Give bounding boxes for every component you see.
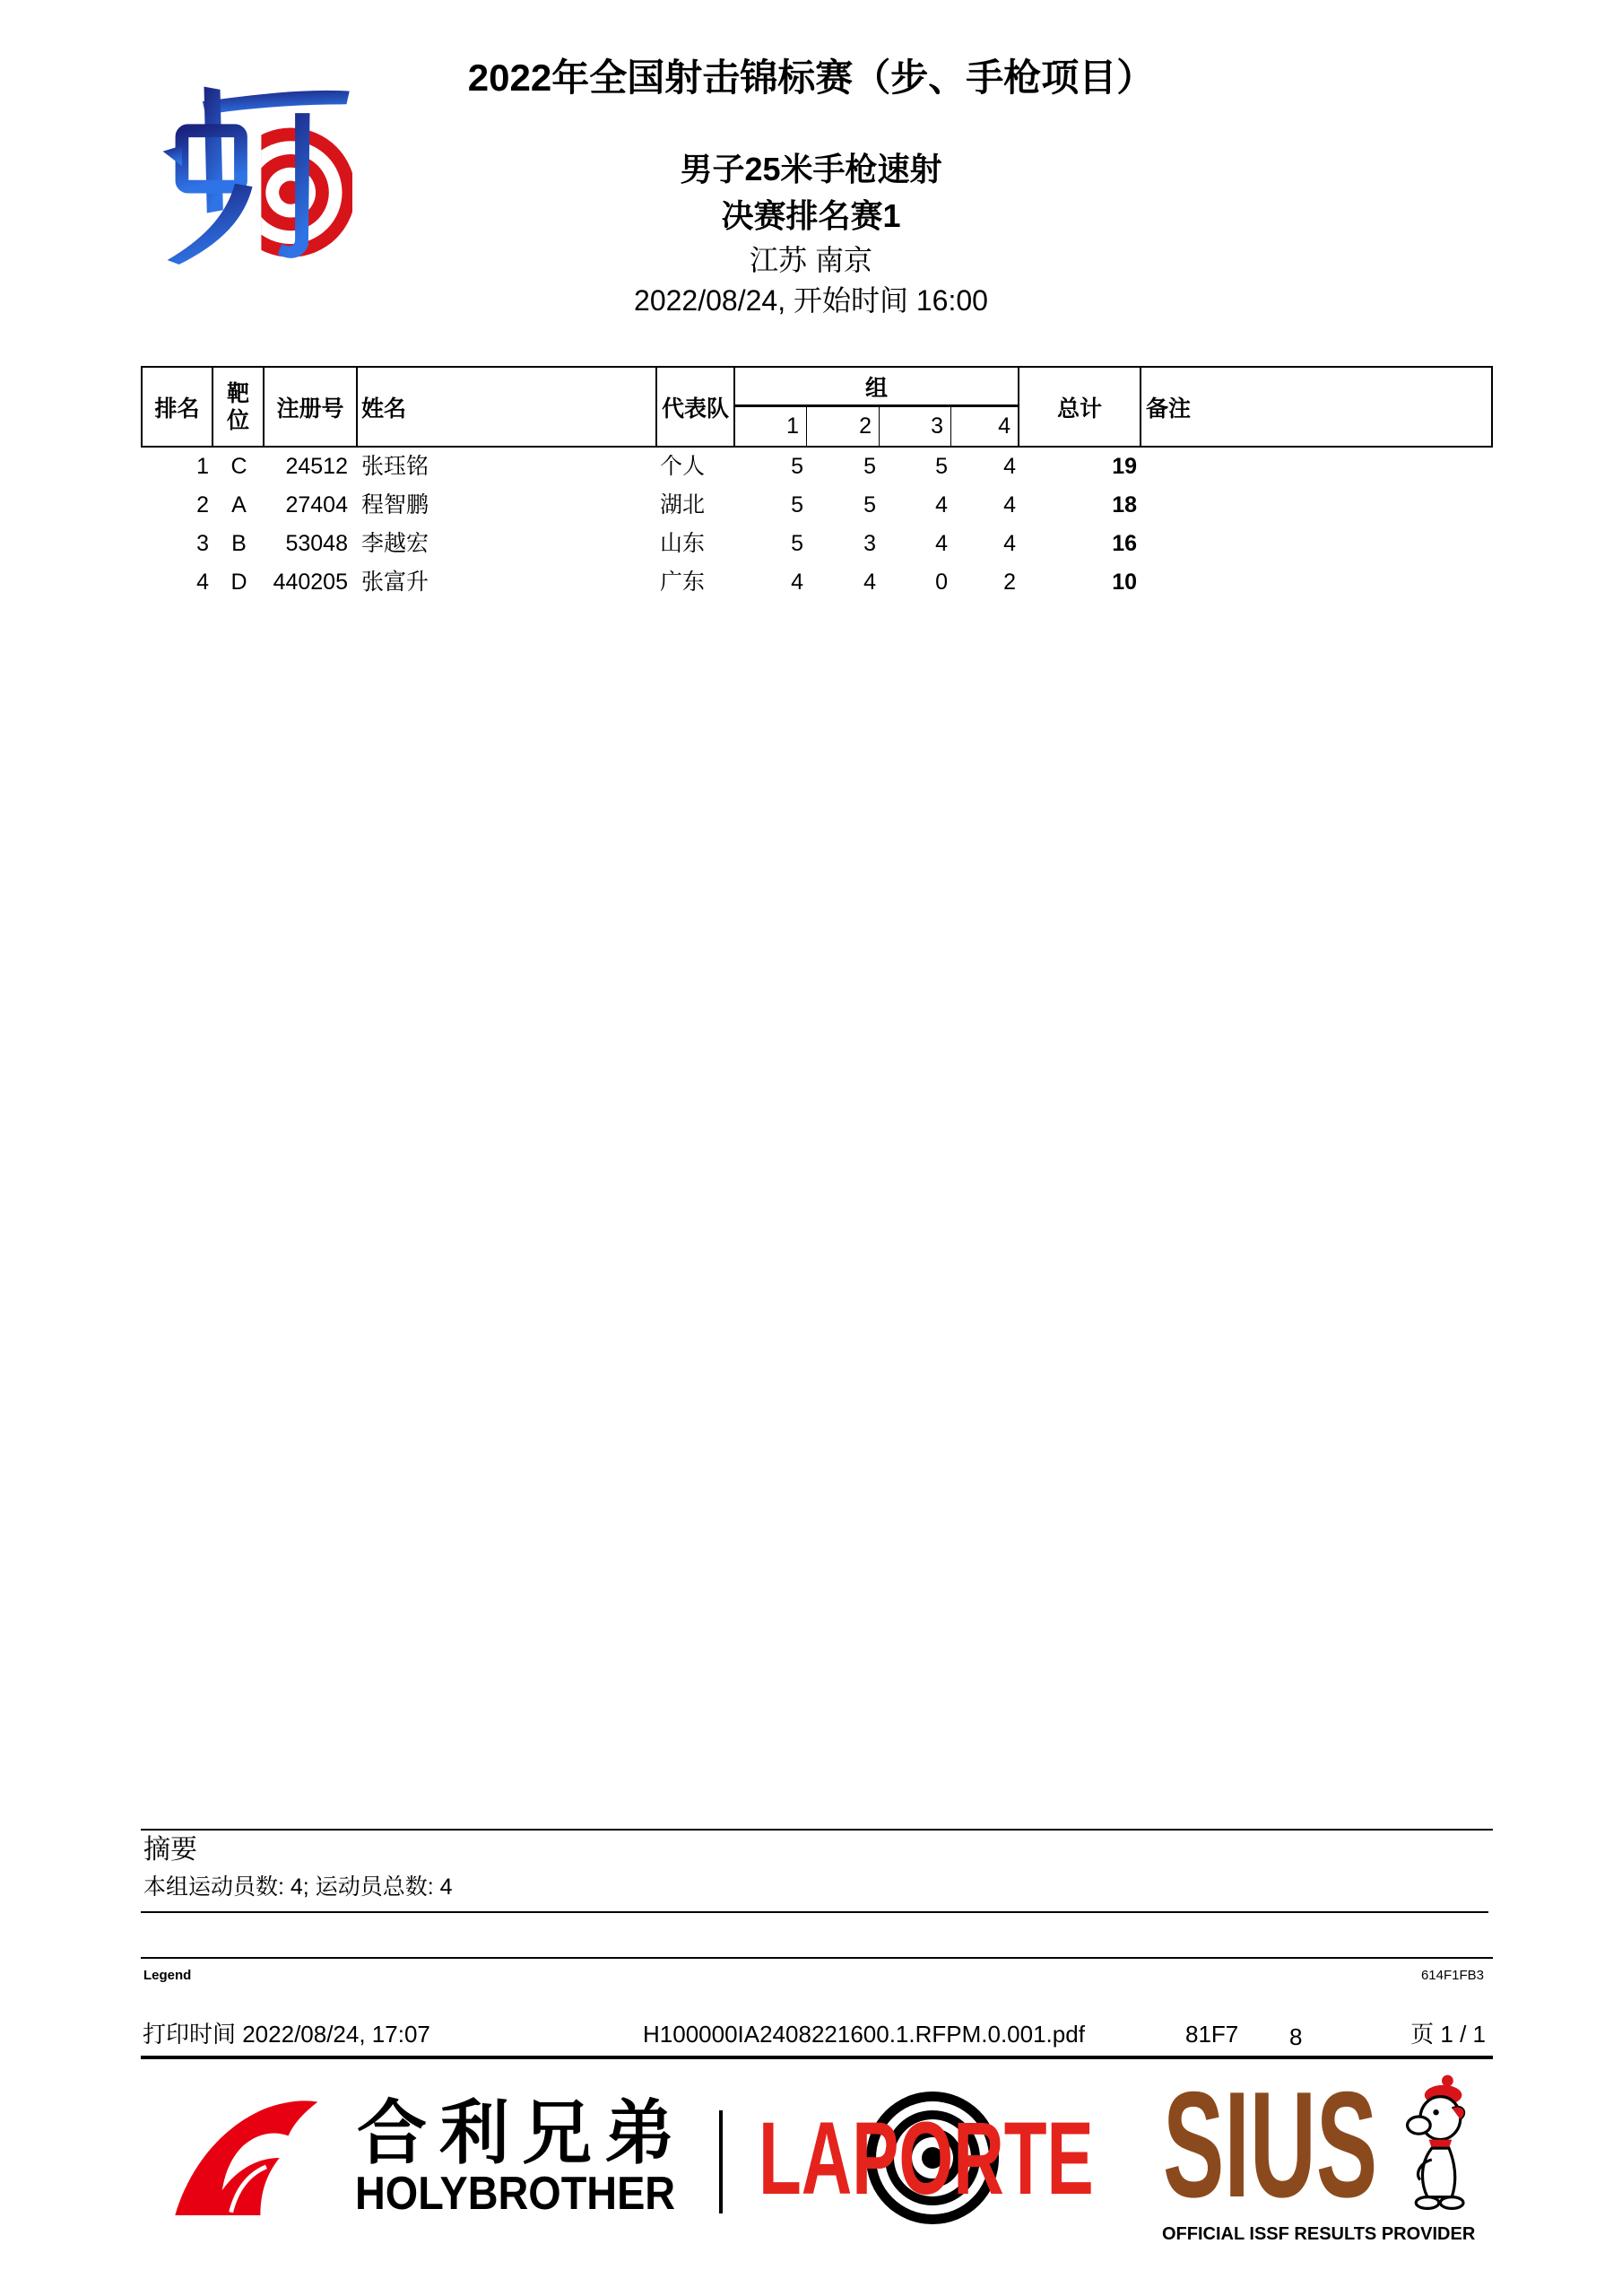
- cell-reg-no: 53048: [285, 531, 348, 556]
- cell-series-1: 4: [791, 570, 803, 595]
- col-header-series-group: 组: [735, 368, 1019, 407]
- cell-target: D: [230, 570, 247, 595]
- col-header-remarks: 备注: [1146, 396, 1192, 422]
- event-datetime: 2022/08/24, 开始时间 16:00: [634, 284, 988, 317]
- holybrother-swoosh-icon: [172, 2097, 319, 2219]
- col-header-team: 代表队: [657, 368, 735, 446]
- cell-target: B: [231, 531, 247, 556]
- cell-rank: 4: [196, 570, 209, 595]
- col-header-reg-no: 注册号: [265, 368, 358, 446]
- footer-number: 8: [1289, 2023, 1303, 2050]
- holybrother-logo-cn: 合利兄弟: [357, 2093, 688, 2172]
- col-header-series-1: 1: [735, 407, 807, 446]
- summary-top-divider: [141, 1829, 1493, 1831]
- col-header-target-line1: 靶: [226, 380, 249, 406]
- cell-series-1: 5: [791, 531, 803, 556]
- cell-rank: 1: [196, 454, 209, 479]
- footer-code: 81F7: [1185, 2021, 1239, 2048]
- col-header-target: [213, 368, 265, 446]
- cell-series-1: 5: [791, 454, 803, 479]
- cell-series-2: 3: [863, 531, 876, 556]
- summary-bottom-divider: [141, 1911, 1488, 1913]
- cell-rank: 3: [196, 531, 209, 556]
- summary-text: 本组运动员数: 4; 运动员总数: 4: [143, 1874, 453, 1900]
- table-row: [141, 486, 1493, 525]
- col-header-series-2: 2: [807, 407, 880, 446]
- event-name: 男子25米手枪速射: [680, 151, 942, 187]
- sius-mascot-icon: [1388, 2074, 1481, 2217]
- cell-reg-no: 27404: [285, 492, 348, 517]
- cell-series-2: 5: [863, 454, 876, 479]
- cell-series-2: 5: [863, 492, 876, 517]
- cell-remarks: [1141, 525, 1493, 563]
- holybrother-logo-en: HOLYBROTHER: [355, 2168, 676, 2220]
- cell-reg-no: 24512: [285, 454, 348, 479]
- cell-reg-no: 440205: [273, 570, 348, 595]
- cell-series-4: 4: [1003, 531, 1016, 556]
- legend-divider: [141, 1957, 1493, 1959]
- col-header-total: 总计: [1019, 368, 1141, 446]
- cell-series-3: 4: [935, 492, 948, 517]
- results-table-header: [141, 366, 1493, 448]
- table-row: [141, 448, 1493, 486]
- print-time: 打印时间 2022/08/24, 17:07: [143, 2021, 430, 2048]
- legend-code: 614F1FB3: [1420, 1968, 1484, 1983]
- col-header-rank: 排名: [143, 368, 213, 446]
- sponsor-divider: [719, 2110, 723, 2213]
- cell-total: 19: [1112, 454, 1137, 479]
- cell-series-3: 5: [935, 454, 948, 479]
- cell-team: 湖北: [660, 492, 706, 517]
- file-name: H100000IA2408221600.1.RFPM.0.001.pdf: [643, 2021, 1085, 2048]
- col-header-target-line2: 位: [226, 407, 249, 433]
- cell-name: 李越宏: [361, 531, 429, 556]
- legend-label: Legend: [143, 1968, 192, 1983]
- cell-team: 山东: [660, 531, 706, 556]
- cell-team: 广东: [660, 570, 706, 595]
- table-row: [141, 563, 1493, 602]
- col-header-series-3: 3: [880, 407, 951, 446]
- cell-total: 18: [1112, 492, 1137, 517]
- table-row: [141, 525, 1493, 563]
- cell-name: 张珏铭: [361, 454, 429, 479]
- sius-logo: SIUS: [1163, 2060, 1378, 2229]
- cell-name: 程智鹏: [361, 492, 429, 517]
- summary-title: 摘要: [143, 1835, 197, 1865]
- cell-series-3: 0: [935, 570, 948, 595]
- cell-total: 10: [1112, 570, 1137, 595]
- page-number: 页 1 / 1: [1410, 2021, 1486, 2048]
- laporte-logo: LAPORTE: [759, 2101, 1094, 2216]
- cell-series-1: 5: [791, 492, 803, 517]
- col-header-series-4: 4: [951, 407, 1019, 446]
- cell-series-4: 4: [1003, 454, 1016, 479]
- cell-rank: 2: [196, 492, 209, 517]
- cell-target: C: [230, 454, 247, 479]
- cell-target: A: [231, 492, 247, 517]
- results-table-body: [141, 448, 1493, 602]
- cell-series-4: 2: [1003, 570, 1016, 595]
- col-header-name: 姓名: [358, 368, 657, 446]
- event-location: 江苏 南京: [750, 244, 872, 276]
- cell-remarks: [1141, 448, 1493, 486]
- cell-series-3: 4: [935, 531, 948, 556]
- event-phase: 决赛排名赛1: [721, 197, 901, 234]
- cell-team: 个人: [660, 454, 706, 479]
- cell-total: 16: [1112, 531, 1137, 556]
- cell-series-2: 4: [863, 570, 876, 595]
- competition-title: 2022年全国射击锦标赛（步、手枪项目）: [467, 57, 1155, 99]
- cell-remarks: [1141, 563, 1493, 602]
- footer-divider: [141, 2056, 1493, 2059]
- cell-series-4: 4: [1003, 492, 1016, 517]
- cell-remarks: [1141, 486, 1493, 525]
- cell-name: 张富升: [361, 570, 429, 595]
- sius-tagline: OFFICIAL ISSF RESULTS PROVIDER: [1162, 2224, 1476, 2244]
